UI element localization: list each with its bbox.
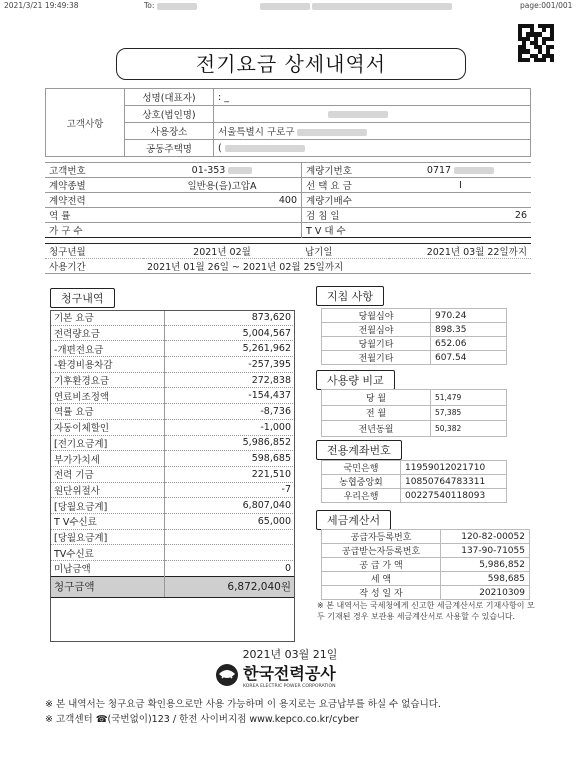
info-label: 고객번호 xyxy=(45,163,143,178)
tax-value: 598,685 xyxy=(441,572,530,586)
bank-table xyxy=(321,460,507,503)
billing-item-label: [전기요금계] xyxy=(50,435,165,451)
info-value xyxy=(390,223,531,238)
customer-label: 공동주택명 xyxy=(125,140,214,157)
kepco-logo-icon xyxy=(213,662,393,690)
tax-value: 137-90-71055 xyxy=(441,544,530,558)
meter-section-title: 지침 사항 xyxy=(316,286,384,306)
bill-month-label: 청구년월 xyxy=(45,244,143,259)
info-label: 계량기번호 xyxy=(302,163,391,178)
billing-item-label: 연료비조정액 xyxy=(50,388,165,404)
usage-compare-table xyxy=(321,389,507,437)
billing-row xyxy=(50,341,295,357)
billing-item-value: 5,004,567 xyxy=(165,325,296,341)
bank-account: 11959012021710 xyxy=(401,461,507,475)
billing-item-label: 전력 기금 xyxy=(50,466,165,482)
billing-item-value: 221,510 xyxy=(165,466,296,482)
usage-period-label: 사용기간 xyxy=(45,259,143,274)
footer-contact: ※ 고객센터 ☎(국번없이)123 / 한전 사이버지점 www.kepco.co.kr/cyber xyxy=(45,714,359,725)
info-value xyxy=(390,193,531,208)
billing-item-value: 5,261,962 xyxy=(165,341,296,357)
fax-to: To: xyxy=(144,1,197,10)
svg-text:KOREA ELECTRIC POWER CORPORATI: KOREA ELECTRIC POWER CORPORATION xyxy=(243,684,336,689)
tax-value: 120-82-00052 xyxy=(441,530,530,544)
document-title: 전기요금 상세내역서 xyxy=(116,48,466,80)
tax-label: 공급받는자등록번호 xyxy=(322,544,441,558)
customer-label: 성명(대표자) xyxy=(125,89,214,106)
bill-month: 2021년 02월 xyxy=(143,244,301,259)
bank-name: 농협중앙회 xyxy=(322,475,401,489)
tax-value: 5,986,852 xyxy=(441,558,530,572)
meter-value: 970.24 xyxy=(431,309,507,323)
bank-account: 00227540118093 xyxy=(401,489,507,503)
billing-row xyxy=(50,513,295,529)
billing-row xyxy=(50,482,295,498)
billing-item-value: -7 xyxy=(165,482,296,498)
due-label: 납기일 xyxy=(301,244,389,259)
usage-period: 2021년 01월 26일 ~ 2021년 02월 25일까지 xyxy=(143,259,531,274)
billing-item-label: TV수신료 xyxy=(50,545,165,561)
kepco-logo xyxy=(213,662,393,690)
billing-row xyxy=(50,310,295,325)
billing-row xyxy=(50,561,295,577)
svg-text:한국전력공사: 한국전력공사 xyxy=(243,664,336,683)
billing-item-label: T V수신료 xyxy=(50,513,165,529)
billing-total-value: 6,872,040원 xyxy=(165,576,296,597)
fax-header xyxy=(0,0,580,12)
info-label: T V 대 수 xyxy=(302,223,391,238)
info-value xyxy=(143,208,302,223)
meter-value: 607.54 xyxy=(431,351,507,365)
customer-label: 사용장소 xyxy=(125,123,214,140)
fax-timestamp: 2021/3/21 19:49:38 xyxy=(4,1,79,10)
usage-value: 51,479 xyxy=(431,390,507,406)
billing-row xyxy=(50,435,295,451)
billing-item-value: -8,736 xyxy=(165,404,296,420)
bank-name: 우리은행 xyxy=(322,489,401,503)
bank-account: 10850764783311 xyxy=(401,475,507,489)
bank-name: 국민은행 xyxy=(322,461,401,475)
tax-table xyxy=(321,529,530,600)
billing-total-label: 청구금액 xyxy=(50,576,165,597)
billing-item-label: 기본 요금 xyxy=(50,310,165,325)
info-value xyxy=(143,223,302,238)
billing-period-table xyxy=(45,243,531,274)
billing-item-value xyxy=(165,529,296,545)
bank-section-title: 전용계좌번호 xyxy=(316,440,402,460)
tax-section-title: 세금계산서 xyxy=(316,510,391,530)
meter-table xyxy=(321,308,507,365)
usage-value: 57,385 xyxy=(431,405,507,421)
billing-row xyxy=(50,466,295,482)
info-label: 계약전력 xyxy=(45,193,143,208)
customer-label: 상호(법인명) xyxy=(125,106,214,123)
info-label: 검 침 일 xyxy=(302,208,391,223)
billing-item-value: 272,838 xyxy=(165,372,296,388)
meter-label: 전월기타 xyxy=(322,351,431,365)
info-value: 400 xyxy=(143,193,302,208)
billing-item-value: -257,395 xyxy=(165,357,296,373)
customer-value: 서울특별시 구로구 xyxy=(214,123,531,140)
due-date: 2021년 03월 22일까지 xyxy=(389,244,531,259)
info-label: 계약종별 xyxy=(45,178,143,193)
usage-label: 전년동월 xyxy=(322,421,431,437)
billing-item-value xyxy=(165,545,296,561)
billing-row xyxy=(50,419,295,435)
billing-item-value: -154,437 xyxy=(165,388,296,404)
billing-item-label: 원단위절사 xyxy=(50,482,165,498)
billing-item-label: [당월요금계] xyxy=(50,498,165,514)
billing-item-label: 부가가치세 xyxy=(50,451,165,467)
billing-item-label: 역률 요금 xyxy=(50,404,165,420)
billing-item-label: 자동이체할인 xyxy=(50,419,165,435)
billing-row xyxy=(50,451,295,467)
info-label: 가 구 수 xyxy=(45,223,143,238)
footer-notice: ※ 본 내역서는 청구요금 확인용으로만 사용 가능하며 이 용지로는 요금납부를 하실 수 없습니다. xyxy=(45,699,441,710)
billing-row xyxy=(50,388,295,404)
info-label: 선 택 요 금 xyxy=(302,178,391,193)
billing-item-value: -1,000 xyxy=(165,419,296,435)
usage-label: 당 월 xyxy=(322,390,431,406)
billing-item-value: 65,000 xyxy=(165,513,296,529)
usage-compare-title: 사용량 비교 xyxy=(316,370,395,390)
contract-info-table xyxy=(45,162,531,238)
billing-section-title: 청구내역 xyxy=(50,288,115,308)
info-label: 역 률 xyxy=(45,208,143,223)
meter-value: 898.35 xyxy=(431,323,507,337)
meter-label: 전월심야 xyxy=(322,323,431,337)
billing-item-value: 0 xyxy=(165,561,296,577)
info-value: 일반용(을)고압A xyxy=(143,178,302,193)
qr-code xyxy=(518,24,554,62)
tax-value: 20210309 xyxy=(441,586,530,600)
tax-note: ※ 본 내역서는 국세청에게 신고한 세금계산서로 기재사항이 모두 기재된 경우 보관용 세금계산서로 사용할 수 있습니다. xyxy=(317,601,535,621)
fax-page: page:001/001 xyxy=(520,1,573,10)
usage-value: 50,382 xyxy=(431,421,507,437)
customer-value xyxy=(214,106,531,123)
billing-item-label: 미납금액 xyxy=(50,561,165,577)
fax-redacted xyxy=(260,1,452,10)
billing-row xyxy=(50,325,295,341)
info-value: 26 xyxy=(390,208,531,223)
customer-value: : _ xyxy=(214,89,531,106)
billing-item-label: -개편전요금 xyxy=(50,341,165,357)
info-value: I xyxy=(390,178,531,193)
info-value: 01-353 xyxy=(143,163,302,178)
billing-row xyxy=(50,357,295,373)
billing-item-value: 5,986,852 xyxy=(165,435,296,451)
billing-item-value: 598,685 xyxy=(165,451,296,467)
tax-label: 공급자등록번호 xyxy=(322,530,441,544)
issue-date: 2021년 03월 21일 xyxy=(242,648,338,661)
billing-row xyxy=(50,372,295,388)
info-label: 계량기배수 xyxy=(302,193,391,208)
billing-row xyxy=(50,545,295,561)
tax-label: 세 액 xyxy=(322,572,441,586)
customer-section-label: 고객사항 xyxy=(46,89,125,157)
customer-value: ( xyxy=(214,140,531,157)
billing-item-value: 6,807,040 xyxy=(165,498,296,514)
billing-row xyxy=(50,498,295,514)
billing-row xyxy=(50,529,295,545)
tax-label: 작 성 일 자 xyxy=(322,586,441,600)
customer-table xyxy=(45,88,531,157)
meter-value: 652.06 xyxy=(431,337,507,351)
meter-label: 당월심야 xyxy=(322,309,431,323)
info-value: 0717 xyxy=(390,163,531,178)
billing-item-label: -환경비용차감 xyxy=(50,357,165,373)
billing-item-label: [당월요금계] xyxy=(50,529,165,545)
billing-item-label: 기후환경요금 xyxy=(50,372,165,388)
meter-label: 당월기타 xyxy=(322,337,431,351)
usage-label: 전 월 xyxy=(322,405,431,421)
billing-item-value: 873,620 xyxy=(165,310,296,325)
tax-label: 공 급 가 액 xyxy=(322,558,441,572)
billing-table xyxy=(50,310,295,598)
billing-item-label: 전력량요금 xyxy=(50,325,165,341)
billing-row xyxy=(50,404,295,420)
billing-total-row xyxy=(50,576,295,597)
